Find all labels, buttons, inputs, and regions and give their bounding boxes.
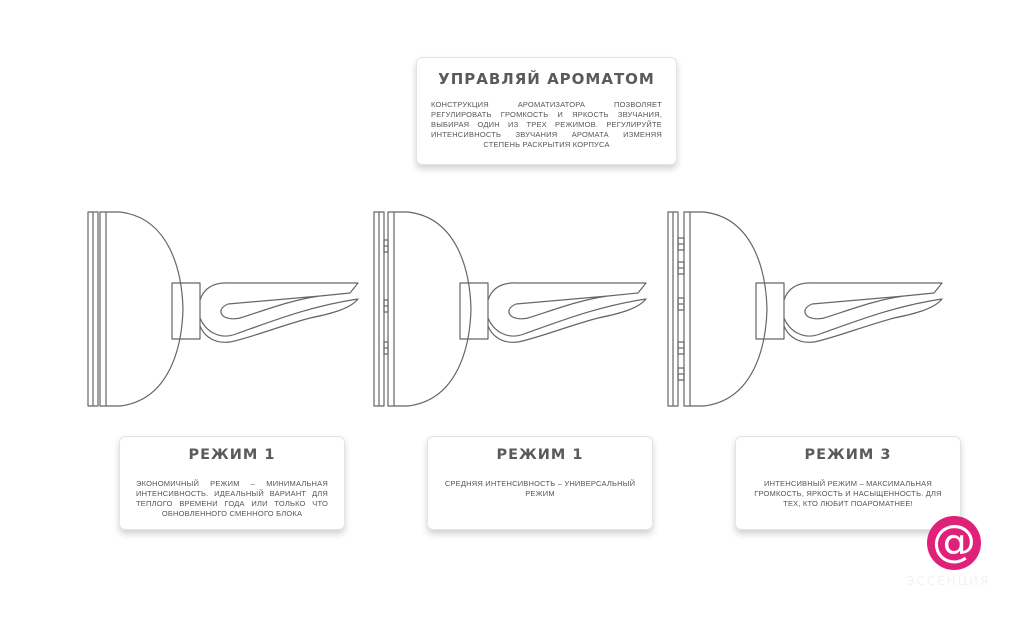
mode-2-text: СРЕДНЯЯ ИНТЕНСИВНОСТЬ – УНИВЕРСАЛЬНЫЙ РЕЖИМ xyxy=(444,479,636,498)
mode-2-title: РЕЖИМ 1 xyxy=(496,447,584,463)
device-2 xyxy=(374,212,646,406)
stem xyxy=(172,283,200,339)
stem xyxy=(756,283,784,339)
device-3 xyxy=(668,212,942,406)
mode-3-title: РЕЖИМ 3 xyxy=(804,447,892,463)
housing-dome xyxy=(684,212,767,406)
vent-clip-upper xyxy=(784,283,942,319)
mode-3-text: ИНТЕНСИВНЫЙ РЕЖИМ – МАКСИМАЛЬНАЯ ГРОМКОСТЬ, ЯРКОСТЬ И НАСЫЩЕННОСТЬ. ДЛЯ ТЕХ, КТО ЛЮБИТ ПОАРОМАТНЕЕ! xyxy=(754,479,942,508)
stem xyxy=(460,283,488,339)
housing-dome xyxy=(100,212,183,406)
mode-card-1 xyxy=(119,436,345,530)
intro-card xyxy=(416,57,677,165)
housing-dome xyxy=(388,212,471,406)
mode-1-title: РЕЖИМ 1 xyxy=(188,447,276,463)
intro-text: КОНСТРУКЦИЯ АРОМАТИЗАТОРА ПОЗВОЛЯЕТ РЕГУЛИРОВАТЬ ГРОМКОСТЬ И ЯРКОСТЬ ЗВУЧАНИЯ, ВЫБИРАЯ ОДИН ИЗ ТРЕХ РЕЖИМОВ. РЕГУЛИРУЙТЕ ИНТЕНСИВНОСТЬ ЗВУЧАНИЯ АРОМАТА ИЗМЕНЯЯ СТЕПЕНЬ РАСКРЫТИЯ КОРПУСА xyxy=(431,100,662,149)
device-1 xyxy=(88,212,358,406)
brand-logo xyxy=(904,512,1024,612)
mode-card-2 xyxy=(427,436,653,530)
vent-clip-upper xyxy=(488,283,646,319)
at-sign-icon: @ xyxy=(932,516,976,567)
vent-clip-upper xyxy=(200,283,358,319)
logo-wordmark: ЭССЕНЦИЯ xyxy=(906,574,991,588)
mode-1-text: ЭКОНОМИЧНЫЙ РЕЖИМ – МИНИМАЛЬНАЯ ИНТЕНСИВНОСТЬ. ИДЕАЛЬНЫЙ ВАРИАНТ ДЛЯ ТЕПЛОГО ВРЕМЕНИ ГОДА ИЛИ ТОЛЬКО ЧТО ОБНОВЛЕННОГО СМЕННОГО БЛОКА xyxy=(136,479,328,518)
intro-title: УПРАВЛЯЙ АРОМАТОМ xyxy=(438,70,655,88)
